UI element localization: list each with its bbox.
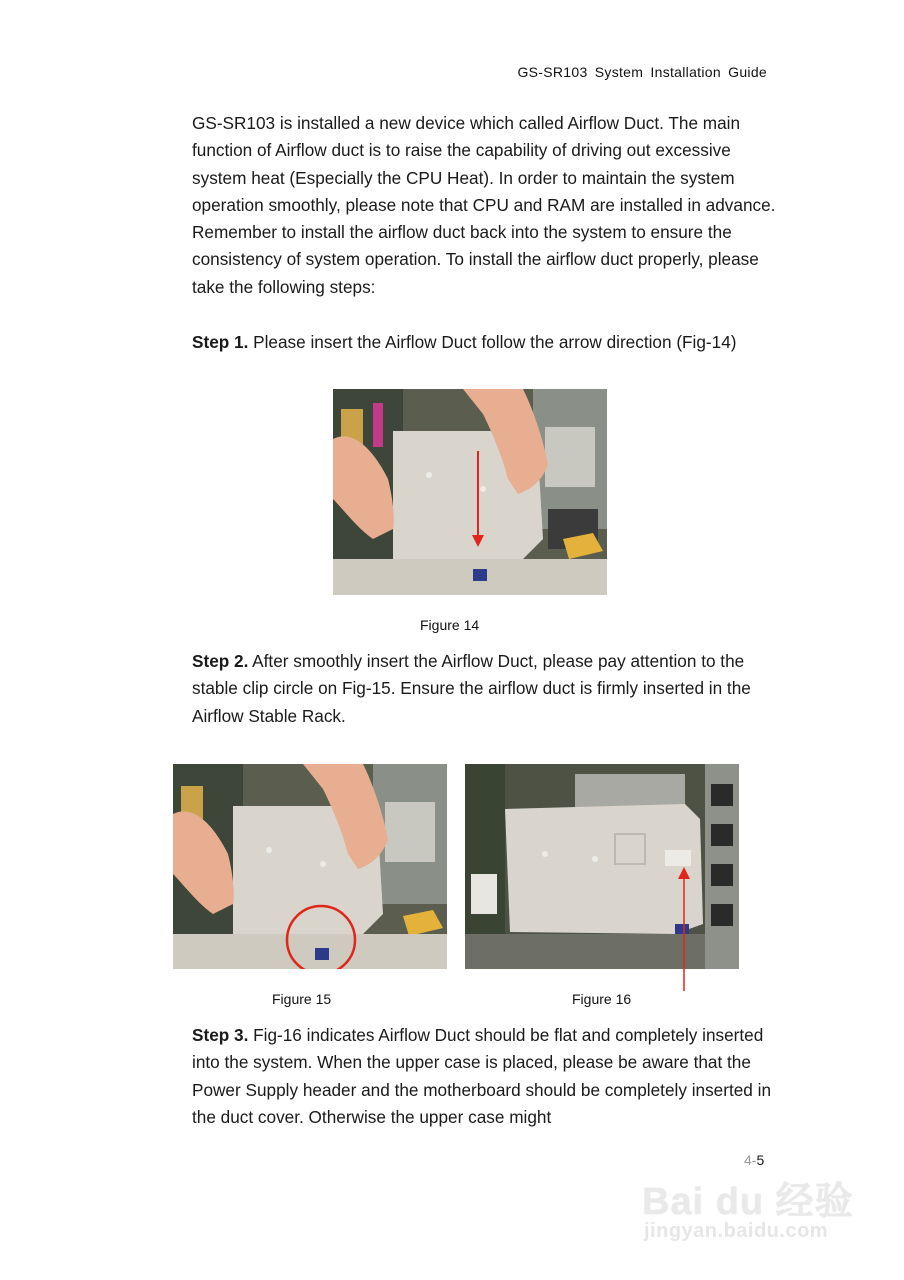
figure-16-arrow	[675, 865, 693, 993]
step-1-label: Step 1.	[192, 332, 249, 352]
figure-14-photo	[333, 389, 607, 595]
page-section: 4-	[744, 1152, 757, 1168]
figure-14-caption: Figure 14	[420, 617, 480, 633]
page-header: GS-SR103 System Installation Guide	[517, 64, 767, 80]
step-3	[192, 1022, 782, 1131]
step-2-label: Step 2.	[192, 651, 249, 671]
step-1-text: Please insert the Airflow Duct follow the arrow direction (Fig-14)	[248, 332, 737, 352]
step-2	[192, 648, 782, 730]
figure-16-caption: Figure 16	[572, 991, 632, 1007]
watermark-logo: Bai du 经验	[642, 1181, 854, 1223]
baidu-watermark	[640, 1168, 860, 1252]
watermark-url: jingyan.baidu.com	[644, 1220, 829, 1242]
figure-16-photo	[465, 764, 739, 969]
step-2-text: After smoothly insert the Airflow Duct, please pay attention to the stable clip circle on Fig-15. Ensure the airflow duct is firmly inserted in the Airflow Stable Rack.	[192, 651, 751, 726]
figure-15-photo	[173, 764, 447, 969]
page-number-value: 5	[756, 1152, 765, 1168]
intro-paragraph: GS-SR103 is installed a new device which called Airflow Duct. The main function of Airflow duct is to raise the capability of driving out excessive system heat (Especially the CPU Heat). In order to maintain the system operation smoothly, please note that CPU and RAM are installed in advance. Remember to install the airflow duct back into the system to ensure the consistency of system operation. To install the airflow duct properly, please take the following steps:	[192, 113, 776, 297]
step-3-text: Fig-16 indicates Airflow Duct should be flat and completely inserted into the system. When the upper case is placed, please be aware that the Power Supply header and the motherboard should be completely inserted in the duct cover. Otherwise the upper case might	[192, 1025, 772, 1127]
step-1	[192, 329, 812, 356]
step-3-label: Step 3.	[192, 1025, 249, 1045]
page-number	[744, 1152, 764, 1168]
figure-15-caption: Figure 15	[272, 991, 332, 1007]
